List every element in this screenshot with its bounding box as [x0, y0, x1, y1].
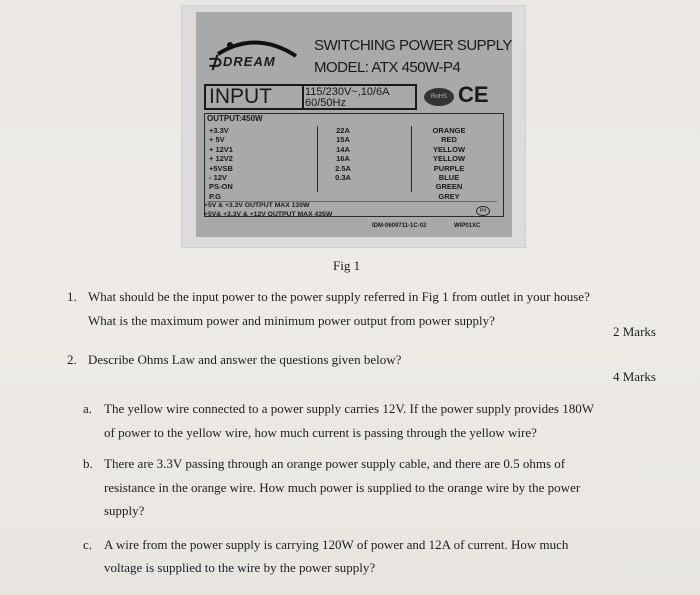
- question-2c-line-2: voltage is supplied to the wire by the power supply?: [104, 560, 376, 575]
- wire-color: GREEN: [435, 182, 463, 192]
- label-model: MODEL: ATX 450W-P4: [314, 59, 461, 76]
- question-2b-line-2: resistance in the orange wire. How much power is supplied to the orange wire by the power: [104, 480, 581, 495]
- rohs-badge: RoHS: [424, 88, 454, 106]
- sub-question-label: c.: [83, 537, 93, 552]
- question-2a-line-1: The yellow wire connected to a power supply carries 12V. If the power supply provides 180W: [104, 401, 595, 416]
- wire-color: ORANGE: [432, 126, 466, 135]
- question-2c-line-1: A wire from the power supply is carrying 120W of power and 12A of current. How much: [104, 537, 569, 552]
- rail-current: 22A: [336, 126, 350, 135]
- wire-color: BLUE: [438, 173, 460, 183]
- product-code: WIP01XC: [454, 223, 481, 229]
- wire-color: YELLOW: [432, 144, 466, 154]
- input-frequency: 60/50Hz: [305, 97, 346, 109]
- rail-current: 0.3A: [335, 173, 351, 183]
- question-2a-line-2: of power to the yellow wire, how much current is passing through the yellow wire?: [104, 425, 537, 440]
- sub-question-label: a.: [83, 401, 93, 416]
- question-2-line-1: Describe Ohms Law and answer the questions given below?: [88, 352, 402, 367]
- ce-mark: CE: [458, 82, 489, 107]
- wire-color-column: [417, 126, 481, 201]
- question-1-line-2: What is the maximum power and minimum power output from power supply?: [88, 313, 495, 328]
- output-note-1: +5V & +3.3V OUTPUT MAX 130W: [204, 202, 310, 209]
- rail-name: + 12V2: [209, 154, 233, 164]
- question-1-marks: 2 Marks: [613, 324, 656, 339]
- figure-caption: Fig 1: [333, 258, 361, 273]
- wire-color: YELLOW: [432, 154, 466, 164]
- label-title: SWITCHING POWER SUPPLY: [314, 37, 512, 54]
- input-voltage: 115/230V~,10/6A: [305, 86, 390, 98]
- input-rating: [301, 84, 417, 110]
- sub-question-label: b.: [83, 456, 93, 471]
- rail-name: + 5V: [209, 135, 225, 145]
- rail-current: 15A: [336, 135, 350, 145]
- input-heading: INPUT: [204, 84, 304, 110]
- question-1-line-1: What should be the input power to the power supply referred in Fig 1 from outlet in your house?: [88, 289, 590, 304]
- table-divider: [411, 126, 412, 192]
- p4-badge: P4: [476, 206, 490, 216]
- current-column: [323, 126, 363, 182]
- rail-name: - 12V: [209, 173, 227, 183]
- question-2-marks: 4 Marks: [613, 369, 656, 384]
- wire-color: GREY: [438, 191, 460, 201]
- rail-column: [209, 126, 305, 201]
- rail-name: P.G: [209, 191, 221, 201]
- rail-current: 2.5A: [335, 163, 351, 173]
- wire-color: RED: [441, 135, 457, 145]
- power-supply-label-photo: [196, 12, 512, 237]
- rail-name: +3.3V: [209, 126, 229, 135]
- wire-color: PURPLE: [433, 163, 465, 173]
- output-header: OUTPUT:450W: [207, 114, 263, 123]
- rail-name: +5VSB: [209, 163, 233, 173]
- question-number: 1.: [67, 289, 77, 304]
- rail-name: + 12V1: [209, 144, 233, 154]
- table-divider: [317, 126, 318, 192]
- brand-name: DREAM: [223, 54, 276, 69]
- brand-logo-icon: ⊅: [208, 52, 224, 72]
- question-2b-line-3: supply?: [104, 503, 145, 518]
- question-number: 2.: [67, 352, 77, 367]
- question-2b-line-1: There are 3.3V passing through an orange power supply cable, and there are 0.5 ohms of: [104, 456, 566, 471]
- output-note-2: +5V& +3.3V & +12V OUTPUT MAX 435W: [204, 211, 333, 218]
- rail-name: PS-ON: [209, 182, 233, 192]
- rail-current: 14A: [336, 144, 350, 154]
- serial-number: IDM-0609711-1C-02: [372, 223, 427, 229]
- rail-current: 16A: [336, 154, 350, 164]
